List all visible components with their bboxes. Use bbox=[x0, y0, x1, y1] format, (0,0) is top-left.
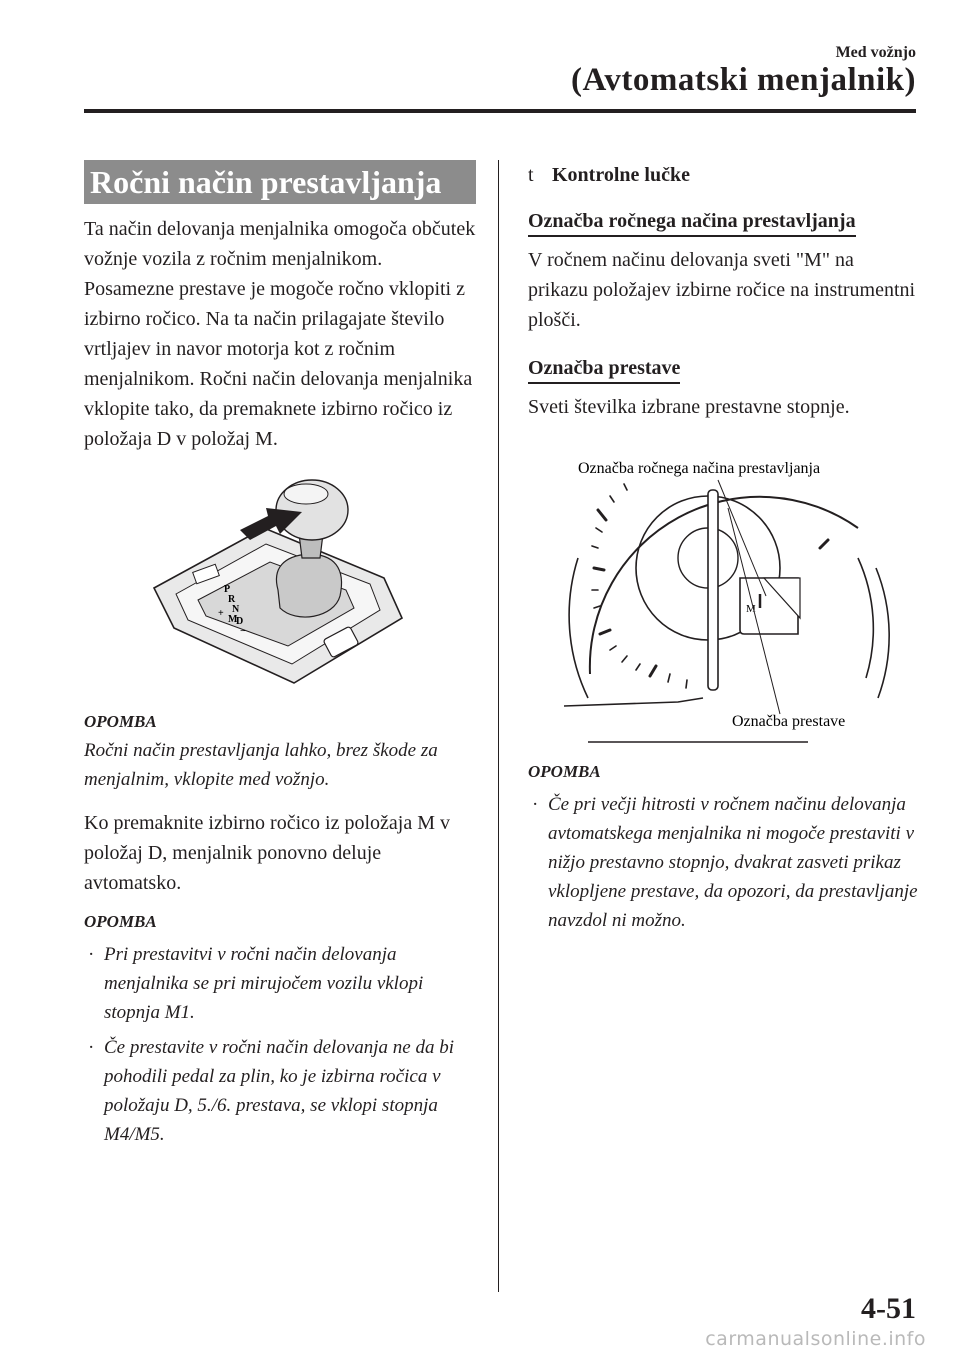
instrument-gauge-illustration bbox=[528, 448, 918, 748]
gate-label-p: P bbox=[224, 584, 231, 595]
column-divider bbox=[498, 160, 499, 1292]
section-title: Ročni način prestavljanja bbox=[84, 160, 476, 204]
note-bullet bbox=[528, 790, 918, 935]
left-column bbox=[84, 160, 476, 1149]
bullet-text: Pri prestavitvi v ročni način delovanja menjalnika se pri mirujočem vozilu vklopi stopnja M1. bbox=[104, 944, 424, 1023]
note-heading: OPOMBA bbox=[84, 912, 157, 931]
gate-label-n: N bbox=[232, 604, 240, 615]
bullet-marker: · bbox=[88, 1037, 95, 1058]
gauge-label-gear: Označba prestave bbox=[732, 713, 846, 730]
chapter-label: Med vožnjo bbox=[835, 44, 916, 61]
section-mark: t bbox=[528, 164, 534, 186]
header-rule bbox=[84, 109, 916, 113]
body-paragraph: Ko premaknite izbirno ročico iz položaja M v položaj D, menjalnik ponovno deluje avtomatsko. bbox=[84, 812, 450, 894]
gauge-m-indicator: M bbox=[746, 603, 756, 615]
chapter-title: (Avtomatski menjalnik) bbox=[571, 62, 916, 98]
watermark: carmanualsonline.info bbox=[705, 1328, 926, 1350]
bullet-marker: · bbox=[532, 794, 539, 815]
gate-label-d: D bbox=[236, 616, 244, 627]
gear-shifter-illustration bbox=[84, 468, 476, 698]
body-paragraph: Sveti številka izbrane prestavne stopnje. bbox=[528, 396, 850, 418]
note-heading: OPOMBA bbox=[528, 762, 601, 781]
gate-label-plus: + bbox=[218, 608, 224, 619]
bullet-marker: · bbox=[88, 944, 95, 965]
subsection-heading bbox=[528, 160, 918, 190]
right-column bbox=[528, 160, 918, 935]
note-text: Ročni način prestavljanja lahko, brez škode za menjalnim, vklopite med vožnjo. bbox=[84, 740, 438, 790]
body-paragraph: V ročnem načinu delovanja sveti "M" na prikazu položajev izbirne ročice na instrumentni plošči. bbox=[528, 249, 916, 331]
bullet-text: Če prestavite v ročni način delovanja ne da bi pohodili pedal za plin, ko je izbirna ročica v položaju D, 5./6. prestava, se vklopi stopnja M4/M5. bbox=[104, 1037, 455, 1145]
page-number: 4-51 bbox=[861, 1292, 916, 1325]
gauge-label-manual-mode: Označba ročnega načina prestavljanja bbox=[578, 460, 821, 477]
bullet-text: Če pri večji hitrosti v ročnem načinu delovanja avtomatskega menjalnika ni mogoče prestaviti v nižjo prestavno stopnjo, dvakrat zasveti prikaz vklopljene prestave, da opozori, da prestavljanje navzdol ni možno. bbox=[548, 794, 918, 931]
gate-label-minus: − bbox=[240, 626, 246, 637]
subsection-title: Kontrolne lučke bbox=[552, 164, 690, 186]
gate-label-m: M bbox=[228, 614, 238, 625]
sub-heading: Označba ročnega načina prestavljanja bbox=[528, 208, 856, 237]
gate-label-r: R bbox=[228, 594, 236, 605]
note-bullet bbox=[84, 940, 476, 1027]
sub-heading: Označba prestave bbox=[528, 355, 680, 384]
note-heading: OPOMBA bbox=[84, 712, 157, 731]
intro-paragraph: Ta način delovanja menjalnika omogoča občutek vožnje vozila z ročnim menjalnikom. Posamezne prestave je mogoče ročno vklopiti z izbirno ročico. Na ta način prilagajate število vrtljajev in navor motorja kot z ročnim menjalnikom. Ročni način delovanja menjalnika vklopite tako, da premaknete izbirno ročico iz položaja D v položaj M. bbox=[84, 218, 476, 450]
note-bullet bbox=[84, 1033, 476, 1149]
